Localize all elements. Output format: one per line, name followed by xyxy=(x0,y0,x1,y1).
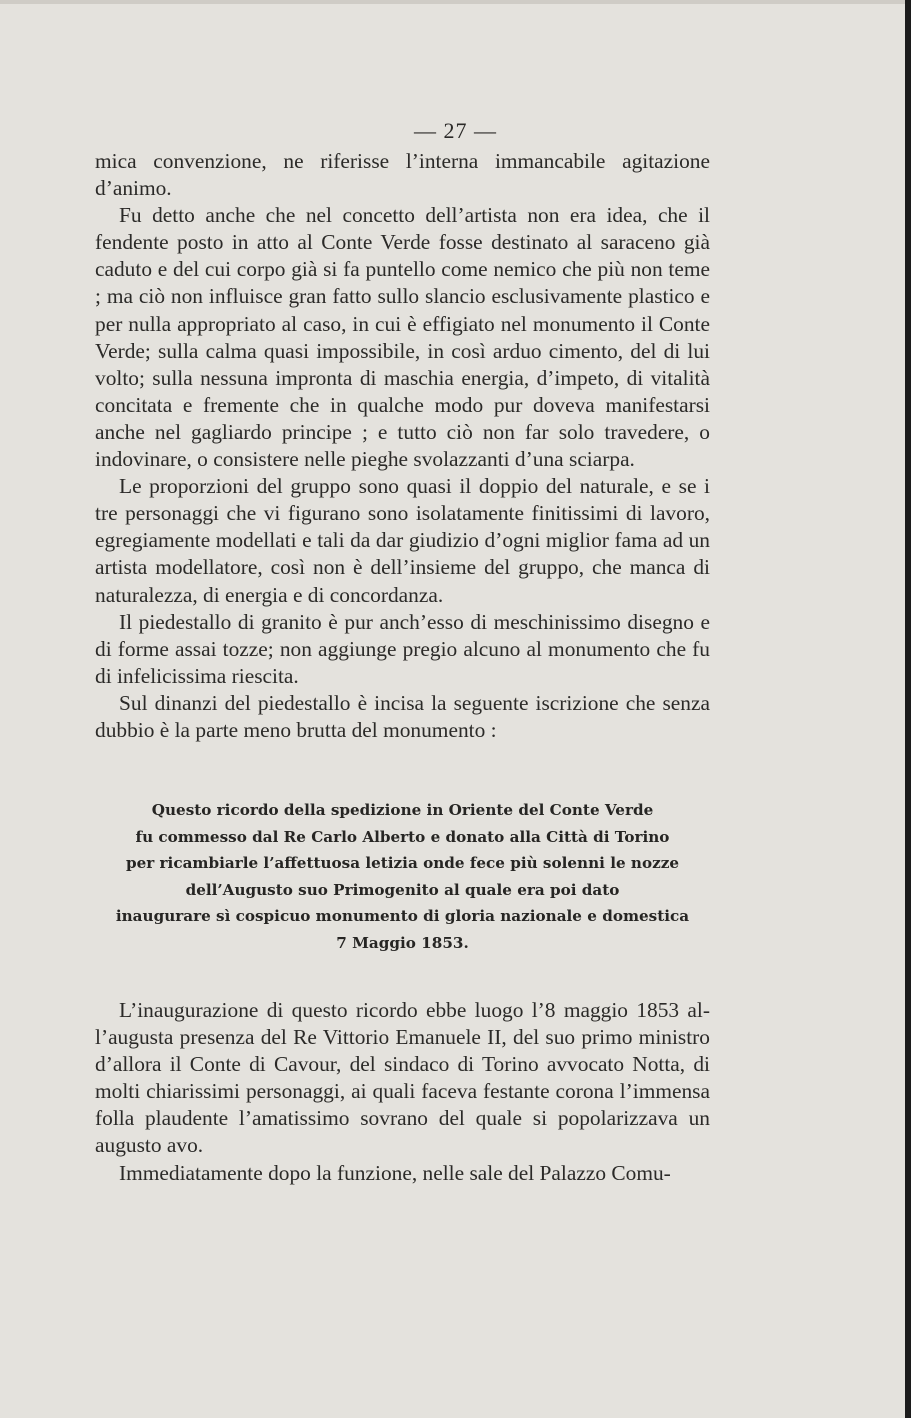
inscription-line: Questo ricordo della spedizione in Oriente del Conte Verde xyxy=(151,801,654,819)
inscription xyxy=(95,797,710,956)
inscription-date: 7 Maggio 1853. xyxy=(336,933,469,952)
paragraph: Il piedestallo di granito è pur anch’esso di meschinissimo disegno e di forme assai tozze; non aggiunge pregio alcuno al monumento che fu di infelicissima riescita. xyxy=(95,609,710,688)
inscription-line: inaugurare sì cospicuo monumento di gloria nazionale e domestica xyxy=(115,907,690,925)
inscription-line: dell’Augusto suo Primogenito al quale era poi dato xyxy=(185,880,620,899)
page-number: — 27 — xyxy=(414,118,497,143)
paragraph: L’inaugurazione di questo ricordo ebbe luogo l’8 maggio 1853 all’augusta presenza del Re Vittorio Emanuele II, del suo primo ministro d’allora il Conte di Cavour, del sindaco di Torino avvocato Notta, di molti chiarissimi personaggi, ai quali faceva festante corona l’immensa folla plaudente l’amatissimo sovrano del quale si popolarizzava un augusto avo. xyxy=(95,998,710,1158)
paragraph: Immediatamente dopo la funzione, nelle sale del Palazzo Comu- xyxy=(119,1160,671,1185)
page-right-edge xyxy=(905,0,911,1418)
paragraph: mica convenzione, ne riferisse l’interna immancabile agitazione d’animo. xyxy=(95,149,710,201)
text-block-bottom xyxy=(95,997,710,1187)
inscription-line: per ricambiarle l’affettuosa letizia onde fece più solenni le nozze xyxy=(125,854,679,872)
page-top-edge xyxy=(0,0,911,4)
paragraph: Sul dinanzi del piedestallo è incisa la seguente iscrizione che senza dubbio è la parte meno brutta del monumento : xyxy=(95,690,710,742)
paragraph: Fu detto anche che nel concetto dell’artista non era idea, che il fendente posto in atto al Conte Verde fosse destinato al saraceno già caduto e del cui corpo già si fa puntello come nemico che più non teme ; ma ciò non influisce gran fatto sullo slancio esclusivamente plastico e per nulla appropriato al caso, in cui è effigiato nel monumento il Conte Verde; sulla calma quasi impossibile, in così arduo cimento, del di lui volto; sulla nessuna impronta di maschia energia, d’impeto, di vitalità concitata e fremente che in qualche modo pur doveva manifestarsi anche nel gagliardo principe ; e tutto ciò non far solo travedere, o indovinare, o consistere nelle pieghe svolazzanti d’una sciarpa. xyxy=(95,203,710,472)
text-block-top xyxy=(95,148,710,744)
inscription-line: fu commesso dal Re Carlo Alberto e donato alla Città di Torino xyxy=(135,827,670,846)
paragraph: Le proporzioni del gruppo sono quasi il doppio del naturale, e se i tre personaggi che vi figurano sono isolatamente finitissimi di lavoro, egregiamente modellati e tali da dar giudizio d’ogni miglior fama ad un artista modellatore, così non è dell’insieme del gruppo, che manca di naturalezza, di energia e di concordanza. xyxy=(95,474,710,607)
